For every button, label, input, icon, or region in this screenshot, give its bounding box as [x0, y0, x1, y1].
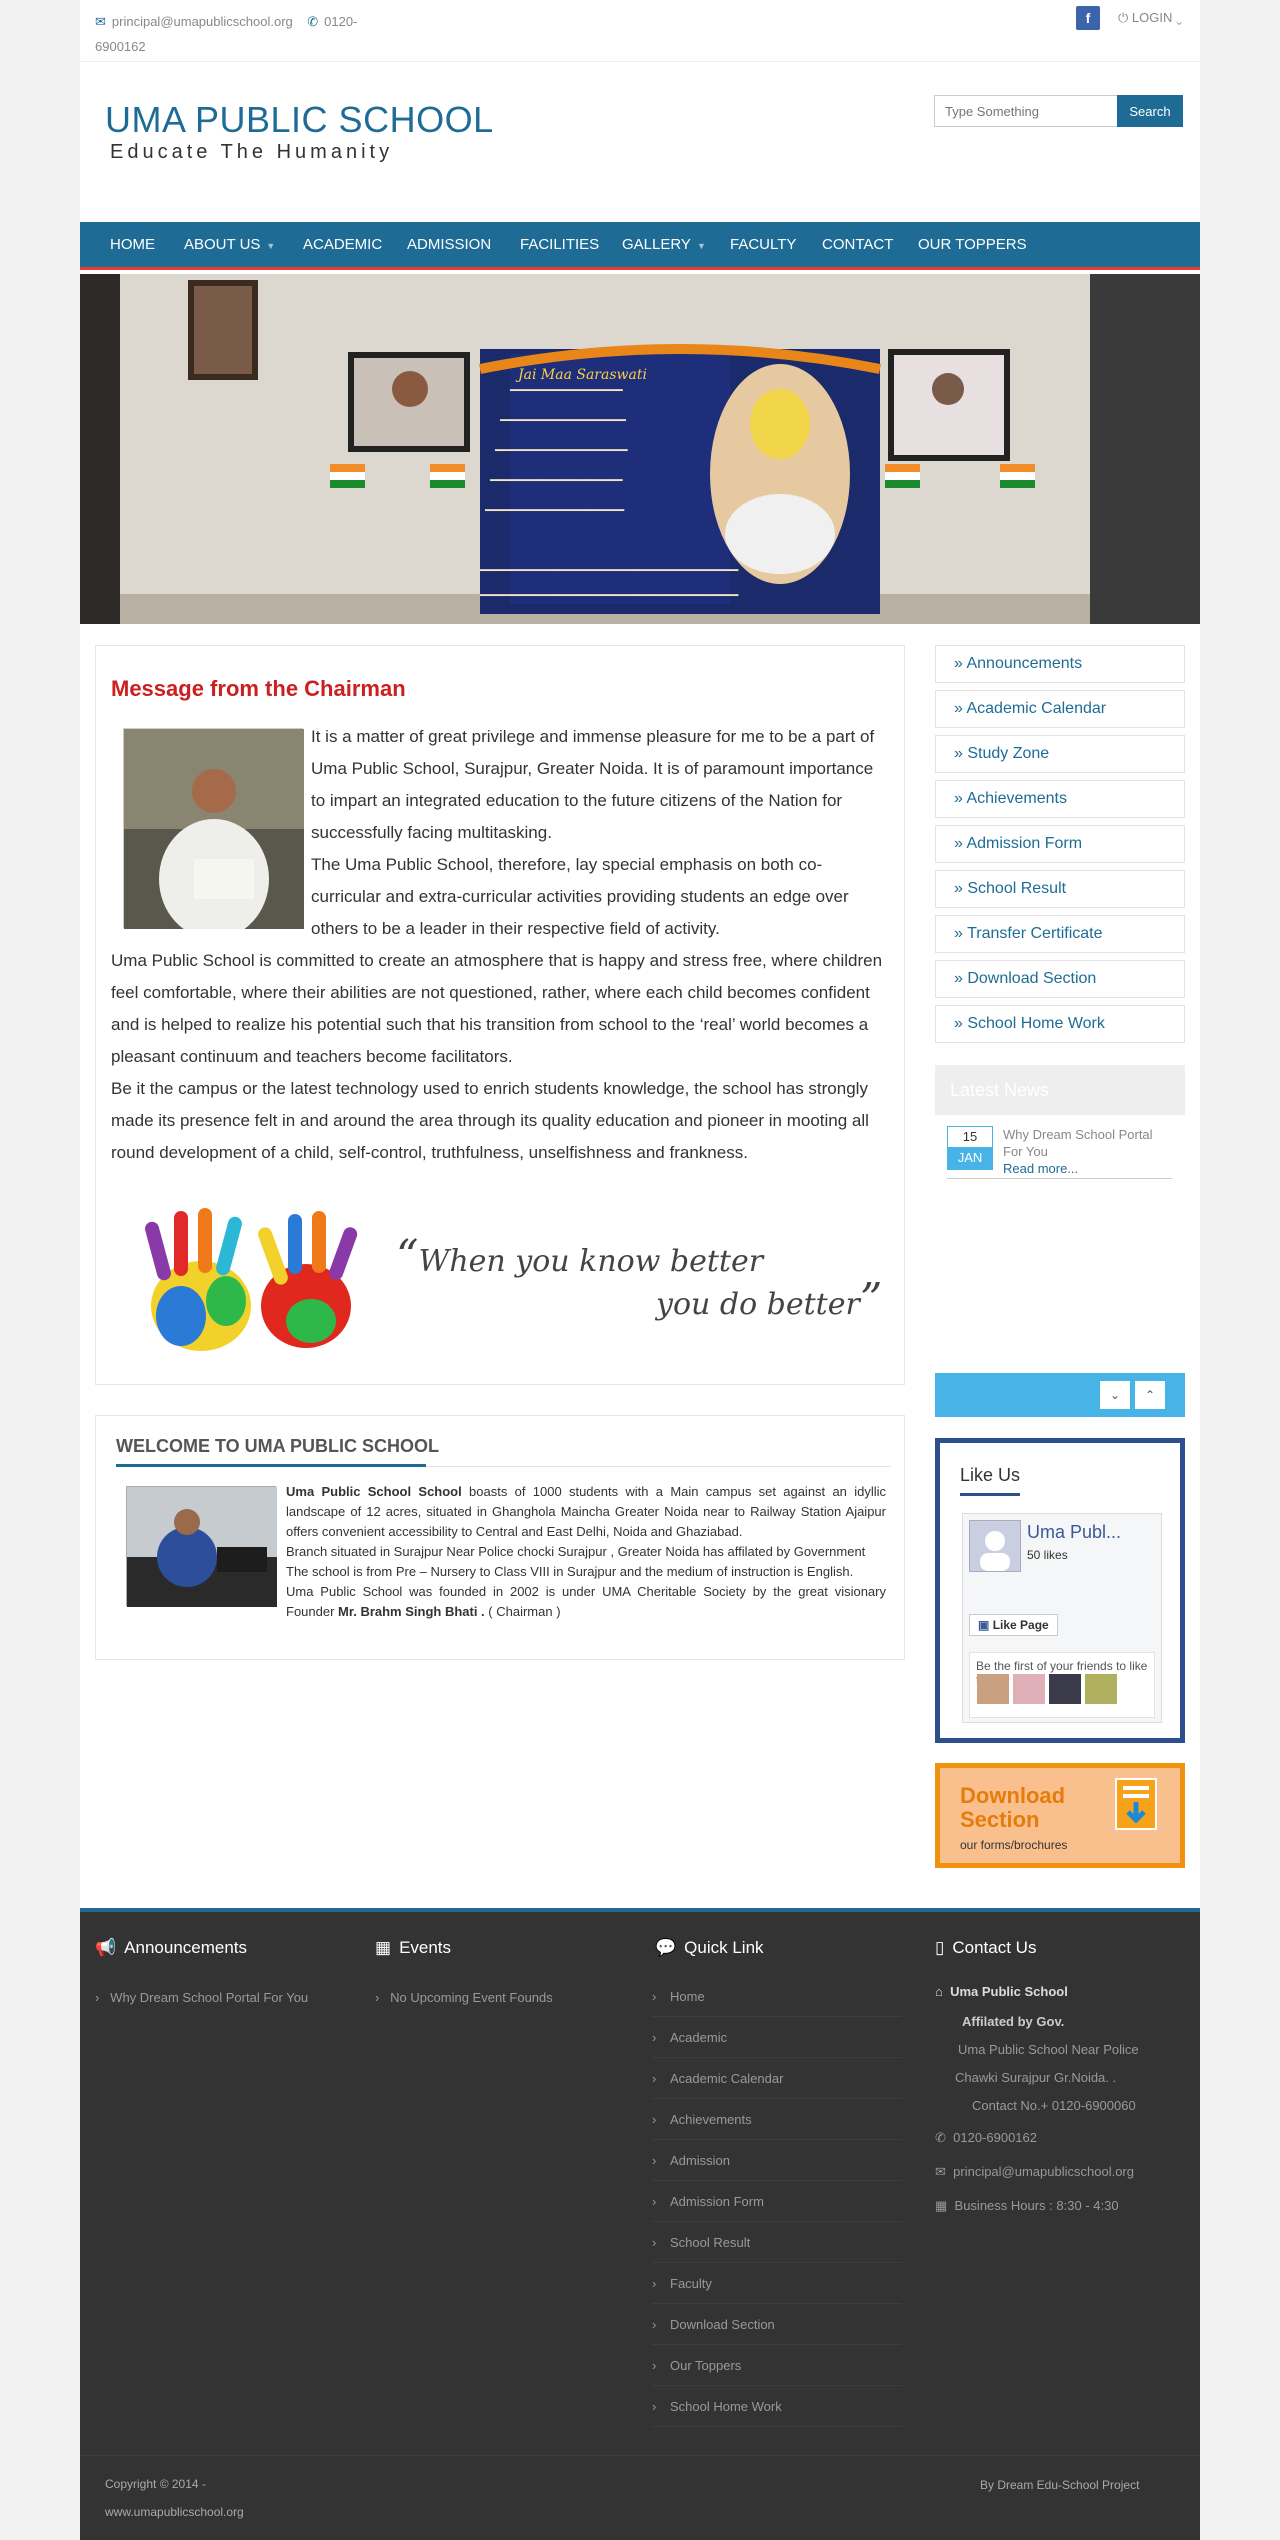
search-button[interactable]: Search: [1117, 95, 1183, 127]
nav-gallery[interactable]: GALLERY ▼: [622, 236, 706, 253]
download-subtitle: our forms/brochures: [960, 1838, 1068, 1852]
footer-events-title: ▦ Events: [375, 1938, 452, 1957]
facebook-icon[interactable]: f: [1076, 6, 1100, 30]
facebook-like-page-button[interactable]: ▣ Like Page: [969, 1614, 1058, 1636]
painted-hands-image: [136, 1206, 366, 1356]
footer-link-school-result[interactable]: › School Result: [652, 2222, 902, 2263]
footer-event-item: › No Upcoming Event Founds: [375, 1990, 553, 2005]
footer-link-admission[interactable]: › Admission: [652, 2140, 902, 2181]
chairman-paragraph: Uma Public School is committed to create an atmosphere that is happy and stress free, where children feel comfortable, where their abilities are not questioned, rather, where each child becomes confident and is helped to realize his potential such that his transition from school to the ‘real’ world becomes a pleasant continuum and teachers become facilitators.: [111, 951, 883, 1066]
news-month: JAN: [948, 1147, 992, 1169]
svg-text:━━━━━━━━━━━━━━━━━━━━: ━━━━━━━━━━━━━━━━━━━━: [490, 474, 623, 487]
copyright-site-link[interactable]: www.umapublicschool.org: [105, 2505, 244, 2519]
contact-hours: ▦ Business Hours : 8:30 - 4:30: [935, 2198, 1119, 2213]
copyright: [105, 2470, 244, 2526]
divider: [80, 2455, 1200, 2456]
nav-contact[interactable]: CONTACT: [822, 236, 894, 253]
welcome-sentence: boasts of 1000 students with a Main campus set against an idyllic landscape of 12 acres, situated in Ghanghola Maincha Greater Noida near to Railway Station Ajaipur offers convenient accessibility to Central and East Delhi, Noida and Ghaziabad.: [286, 1484, 886, 1539]
welcome-title: WELCOME TO UMA PUBLIC SCHOOL: [116, 1436, 439, 1456]
top-bar: [80, 0, 1200, 62]
hands-art: [136, 1206, 366, 1356]
contact-address-line: Uma Public School Near Police: [958, 2042, 1139, 2057]
sidebar-link-transfer-certificate[interactable]: » Transfer Certificate: [935, 915, 1185, 953]
svg-text:━━━━━━━━━━━━━━━━━: ━━━━━━━━━━━━━━━━━: [510, 384, 623, 397]
footer-link-download-section[interactable]: › Download Section: [652, 2304, 902, 2345]
footer-contact-title: ▯ Contact Us: [935, 1938, 1037, 1957]
news-title[interactable]: Why Dream School Portal For You: [1003, 1127, 1153, 1159]
welcome-text: [116, 1482, 886, 1622]
chairman-message-card: [95, 645, 905, 1385]
news-date: [947, 1126, 993, 1170]
sidebar-link-admission-form[interactable]: » Admission Form: [935, 825, 1185, 863]
top-contact: [95, 9, 395, 59]
chairman-text: [111, 721, 891, 1169]
top-phone: 0120-6900162: [95, 14, 358, 54]
divider: [947, 1178, 1172, 1179]
envelope-icon: ✉: [95, 14, 106, 29]
poster-title: Jai Maa Saraswati: [518, 367, 647, 383]
chevron-down-icon: ⌄: [1176, 10, 1183, 25]
login-label: LOGIN: [1131, 10, 1173, 25]
svg-text:━━━━━━━━━━━━━━━━━━━: ━━━━━━━━━━━━━━━━━━━: [500, 414, 626, 427]
main-nav: [80, 222, 1200, 270]
calendar-icon: ▦: [375, 1938, 392, 1957]
school-name: UMA PUBLIC SCHOOL: [105, 99, 494, 140]
chevron-down-icon: ▼: [696, 241, 706, 251]
school-name-bold: Uma Public School School: [286, 1484, 462, 1499]
download-arrow-art: [1117, 1780, 1155, 1828]
home-icon: ⌂: [935, 1984, 943, 1999]
facebook-icon: ▣: [978, 1618, 990, 1632]
nav-facilities[interactable]: FACILITIES: [520, 236, 600, 253]
calendar-icon: ▦: [935, 2198, 948, 2213]
latest-news-header: Latest News: [935, 1065, 1185, 1115]
footer-link-home[interactable]: › Home: [652, 1976, 902, 2017]
quote-line: you do better”: [656, 1274, 883, 1325]
sidebar-link-study-zone[interactable]: » Study Zone: [935, 735, 1185, 773]
download-title: Download Section: [960, 1783, 1066, 1832]
contact-address-line: Chawki Surajpur Gr.Noida. .: [955, 2070, 1117, 2085]
nav-our-toppers[interactable]: OUR TOPPERS: [918, 236, 1027, 253]
nav-home[interactable]: HOME: [110, 236, 155, 253]
sidebar-link-download-section[interactable]: » Download Section: [935, 960, 1185, 998]
svg-text:━━━━━━━━━━━━━━━━━━━━: ━━━━━━━━━━━━━━━━━━━━: [495, 444, 628, 457]
founder-name: Mr. Brahm Singh Bhati .: [338, 1604, 485, 1619]
facebook-page-name[interactable]: Uma Publ...: [1027, 1522, 1122, 1542]
chairman-paragraph: Be it the campus or the latest technology used to enrich students knowledge, the school has strongly made its presence felt in and around the area through its quality education and pioneer in mooting all round development of a child, self-control, truthfulness, unselfishness and frankness.: [111, 1079, 869, 1162]
facebook-page-thumbnail[interactable]: [969, 1520, 1021, 1572]
footer-quick-link-title: 💬 Quick Link: [655, 1938, 764, 1957]
footer-link-faculty[interactable]: › Faculty: [652, 2263, 902, 2304]
nav-admission[interactable]: ADMISSION: [407, 236, 492, 253]
contact-school-name: ⌂ Uma Public School: [935, 1984, 1068, 1999]
footer-link-admission-form[interactable]: › Admission Form: [652, 2181, 902, 2222]
founder-role: ( Chairman ): [484, 1604, 561, 1619]
school-logo[interactable]: [105, 100, 494, 164]
nav-academic[interactable]: ACADEMIC: [303, 236, 383, 253]
friend-avatar: [1049, 1674, 1081, 1704]
footer-link-school-home-work[interactable]: › School Home Work: [652, 2386, 902, 2427]
facebook-page-card: [962, 1513, 1162, 1723]
contact-number-line: Contact No.+ 0120-6900060: [972, 2098, 1136, 2113]
sidebar-link-academic-calendar[interactable]: » Academic Calendar: [935, 690, 1185, 728]
sidebar-link-school-result[interactable]: » School Result: [935, 870, 1185, 908]
credit-link[interactable]: By Dream Edu-School Project: [980, 2478, 1140, 2492]
facebook-like-box: [935, 1438, 1185, 1743]
friend-avatar: [977, 1674, 1009, 1704]
facebook-friends-note: Be the first of your friends to like: [969, 1652, 1155, 1718]
footer-announcements-title: 📢 Announcements: [95, 1938, 248, 1957]
news-read-more-link[interactable]: Read more...: [1003, 1161, 1079, 1176]
welcome-sentence: Uma Public School was founded in 2002 is under UMA Cheritable Society by the great visionary Founder: [286, 1584, 886, 1619]
copyright-text: Copyright © 2014 -: [105, 2477, 206, 2491]
sidebar-link-announcements[interactable]: » Announcements: [935, 645, 1185, 683]
megaphone-icon: 📢: [95, 1938, 117, 1957]
friend-avatar: [1013, 1674, 1045, 1704]
svg-text:━━━━━━━━━━━━━━━━━━━━━: ━━━━━━━━━━━━━━━━━━━━━: [485, 504, 625, 517]
banner-image: [80, 274, 1200, 624]
login-dropdown[interactable]: [1118, 10, 1182, 26]
chairman-title: Message from the Chairman: [111, 676, 406, 701]
footer-link-achievements[interactable]: › Achievements: [652, 2099, 902, 2140]
nav-about-us[interactable]: ABOUT US ▼: [184, 236, 276, 253]
title-underline: [116, 1464, 426, 1467]
chevron-down-icon: ▼: [266, 241, 276, 251]
footer-link-our-toppers[interactable]: › Our Toppers: [652, 2345, 902, 2386]
sidebar-link-school-home-work[interactable]: » School Home Work: [935, 1005, 1185, 1043]
svg-text:━━━━━━━━━━━━━━━━━━━━━━━━━━━━━━: ━━━━━━━━━━━━━━━━━━━━━━━━━━━━━━━━━━━━━━━: [480, 589, 739, 602]
chairman-paragraph: The Uma Public School, therefore, lay special emphasis on both co-curricular and extra-curricular activities providing students an edge over others to be a leader in their respective field of activity.: [311, 855, 849, 938]
envelope-icon: ✉: [935, 2164, 946, 2179]
phone-icon: ✆: [307, 14, 319, 29]
mobile-icon: ▯: [935, 1938, 945, 1957]
phone-icon: ✆: [935, 2130, 946, 2145]
like-us-title: Like Us: [960, 1465, 1021, 1485]
chat-icon: 💬: [655, 1938, 677, 1957]
download-section-banner[interactable]: [935, 1763, 1185, 1868]
contact-affiliation: Affilated by Gov.: [962, 2014, 1065, 2029]
quote-line: “When you know better: [396, 1231, 764, 1282]
welcome-sentence: The school is from Pre – Nursery to Class VIII in Surajpur and the medium of instruction is English.: [286, 1564, 854, 1579]
svg-text:━━━━━━━━━━━━━━━━━━━━━━━━━━━━━━: ━━━━━━━━━━━━━━━━━━━━━━━━━━━━━━━━━━━━━━━: [480, 564, 739, 577]
welcome-card: [95, 1415, 905, 1660]
chevron-up-icon[interactable]: ⌃: [1135, 1381, 1165, 1409]
nav-faculty[interactable]: FACULTY: [730, 236, 797, 253]
contact-email-link[interactable]: ✉ principal@umapublicschool.org: [935, 2164, 1134, 2179]
school-tagline: Educate The Humanity: [110, 141, 394, 163]
footer-announcement-item[interactable]: › Why Dream School Portal For You: [95, 1990, 309, 2005]
chairman-paragraph: It is a matter of great privilege and immense pleasure for me to be a part of Uma Public School, Surajpur, Greater Noida. It is of paramount importance to impart an integrated education to the future citizens of the Nation for successfully facing multitasking.: [311, 727, 875, 842]
news-day: 15: [962, 1129, 978, 1144]
title-underline: [960, 1493, 1020, 1496]
contact-phone: ✆ 0120-6900162: [935, 2130, 1037, 2145]
footer-link-academic-calendar[interactable]: › Academic Calendar: [652, 2058, 902, 2099]
search-input[interactable]: [934, 95, 1118, 127]
download-icon: [1115, 1778, 1157, 1830]
sidebar-link-achievements[interactable]: » Achievements: [935, 780, 1185, 818]
power-icon: ⏻: [1118, 10, 1129, 25]
banner-photo: [80, 274, 1200, 624]
friend-avatar: [1085, 1674, 1117, 1704]
chevron-down-icon[interactable]: ⌄: [1100, 1381, 1130, 1409]
page: [80, 0, 1200, 2540]
user-silhouette-icon: [970, 1521, 1020, 1571]
news-ticker-controls: [935, 1373, 1185, 1417]
footer-link-academic[interactable]: › Academic: [652, 2017, 902, 2058]
top-email-link[interactable]: principal@umapublicschool.org: [111, 14, 293, 29]
facebook-likes-count: 50 likes: [1027, 1548, 1068, 1562]
welcome-sentence: Branch situated in Surajpur Near Police chocki Surajpur , Greater Noida has affilated by Government: [286, 1544, 866, 1559]
